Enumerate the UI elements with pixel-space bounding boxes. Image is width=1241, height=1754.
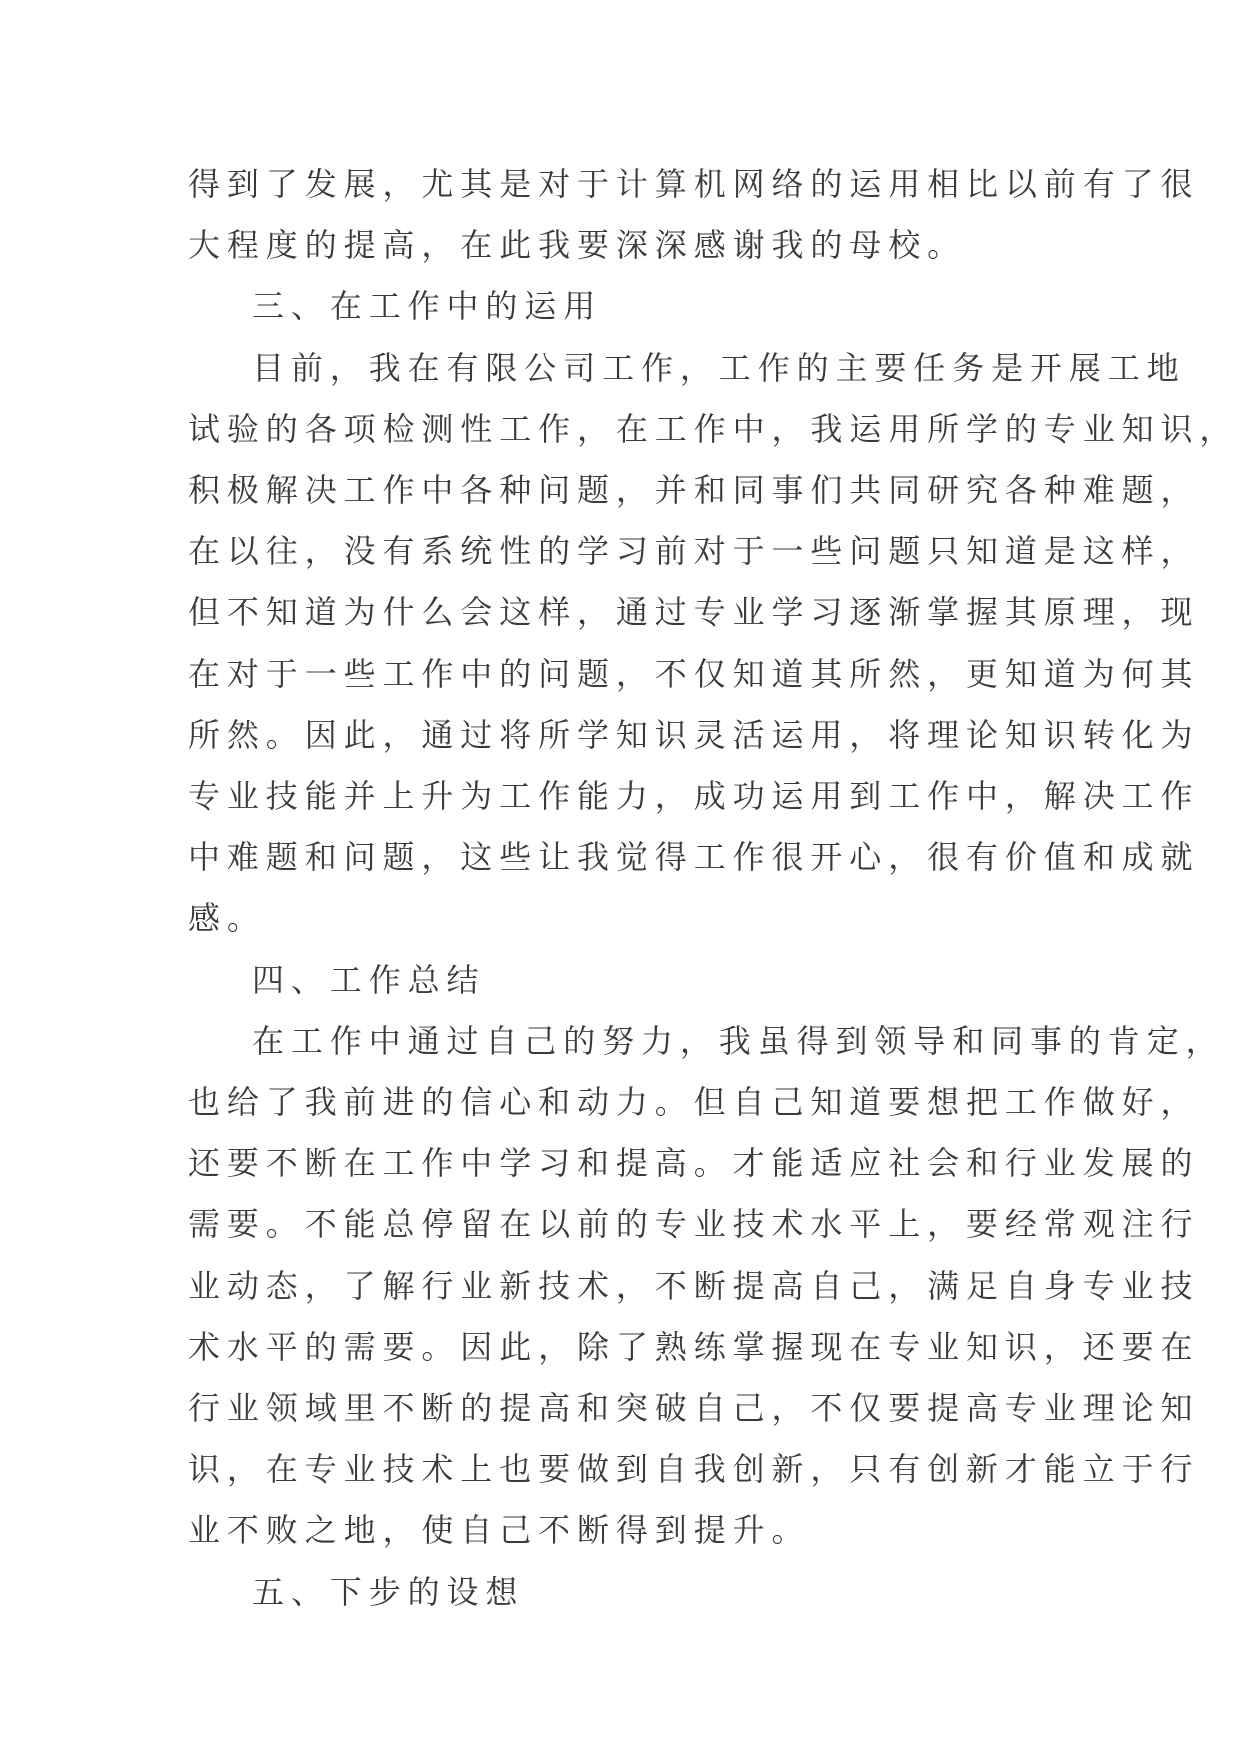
paragraph-line: 也给了我前进的信心和动力。但自己知道要想把工作做好， xyxy=(188,1083,1200,1122)
paragraph-line: 需要。不能总停留在以前的专业技术水平上，要经常观注行 xyxy=(188,1205,1200,1244)
paragraph-line: 识，在专业技术上也要做到自我创新，只有创新才能立于行 xyxy=(188,1450,1200,1489)
section-heading: 五、下步的设想 xyxy=(252,1572,525,1611)
paragraph-line: 术水平的需要。因此，除了熟练掌握现在专业知识，还要在 xyxy=(188,1327,1200,1366)
paragraph-line: 行业领域里不断的提高和突破自己，不仅要提高专业理论知 xyxy=(188,1389,1200,1428)
paragraph-line: 中难题和问题，这些让我觉得工作很开心，很有价值和成就 xyxy=(188,838,1200,877)
paragraph-line: 专业技能并上升为工作能力，成功运用到工作中，解决工作 xyxy=(188,777,1200,816)
paragraph-line: 感。 xyxy=(188,899,266,938)
paragraph-line: 还要不断在工作中学习和提高。才能适应社会和行业发展的 xyxy=(188,1144,1200,1183)
paragraph-line: 但不知道为什么会这样，通过专业学习逐渐掌握其原理，现 xyxy=(188,593,1200,632)
paragraph-line: 大程度的提高，在此我要深深感谢我的母校。 xyxy=(188,226,967,265)
paragraph-line: 积极解决工作中各种问题，并和同事们共同研究各种难题， xyxy=(188,471,1200,510)
paragraph-line: 在对于一些工作中的问题，不仅知道其所然，更知道为何其 xyxy=(188,654,1200,693)
paragraph-line: 业不败之地，使自己不断得到提升。 xyxy=(188,1511,811,1550)
paragraph-line: 业动态，了解行业新技术，不断提高自己，满足自身专业技 xyxy=(188,1266,1200,1305)
document-body xyxy=(188,154,1239,1623)
paragraph-line: 得到了发展，尤其是对于计算机网络的运用相比以前有了很 xyxy=(188,165,1200,203)
paragraph-line: 试验的各项检测性工作，在工作中，我运用所学的专业知识， xyxy=(188,409,1239,448)
section-heading: 四、工作总结 xyxy=(252,960,486,999)
paragraph-line: 目前，我在有限公司工作，工作的主要任务是开展工地 xyxy=(252,348,1186,387)
paragraph-line: 在工作中通过自己的努力，我虽得到领导和同事的肯定， xyxy=(252,1021,1225,1060)
paragraph-line: 所然。因此，通过将所学知识灵活运用，将理论知识转化为 xyxy=(188,715,1200,754)
section-heading: 三、在工作中的运用 xyxy=(252,287,603,326)
paragraph-line: 在以往，没有系统性的学习前对于一些问题只知道是这样， xyxy=(188,532,1200,571)
